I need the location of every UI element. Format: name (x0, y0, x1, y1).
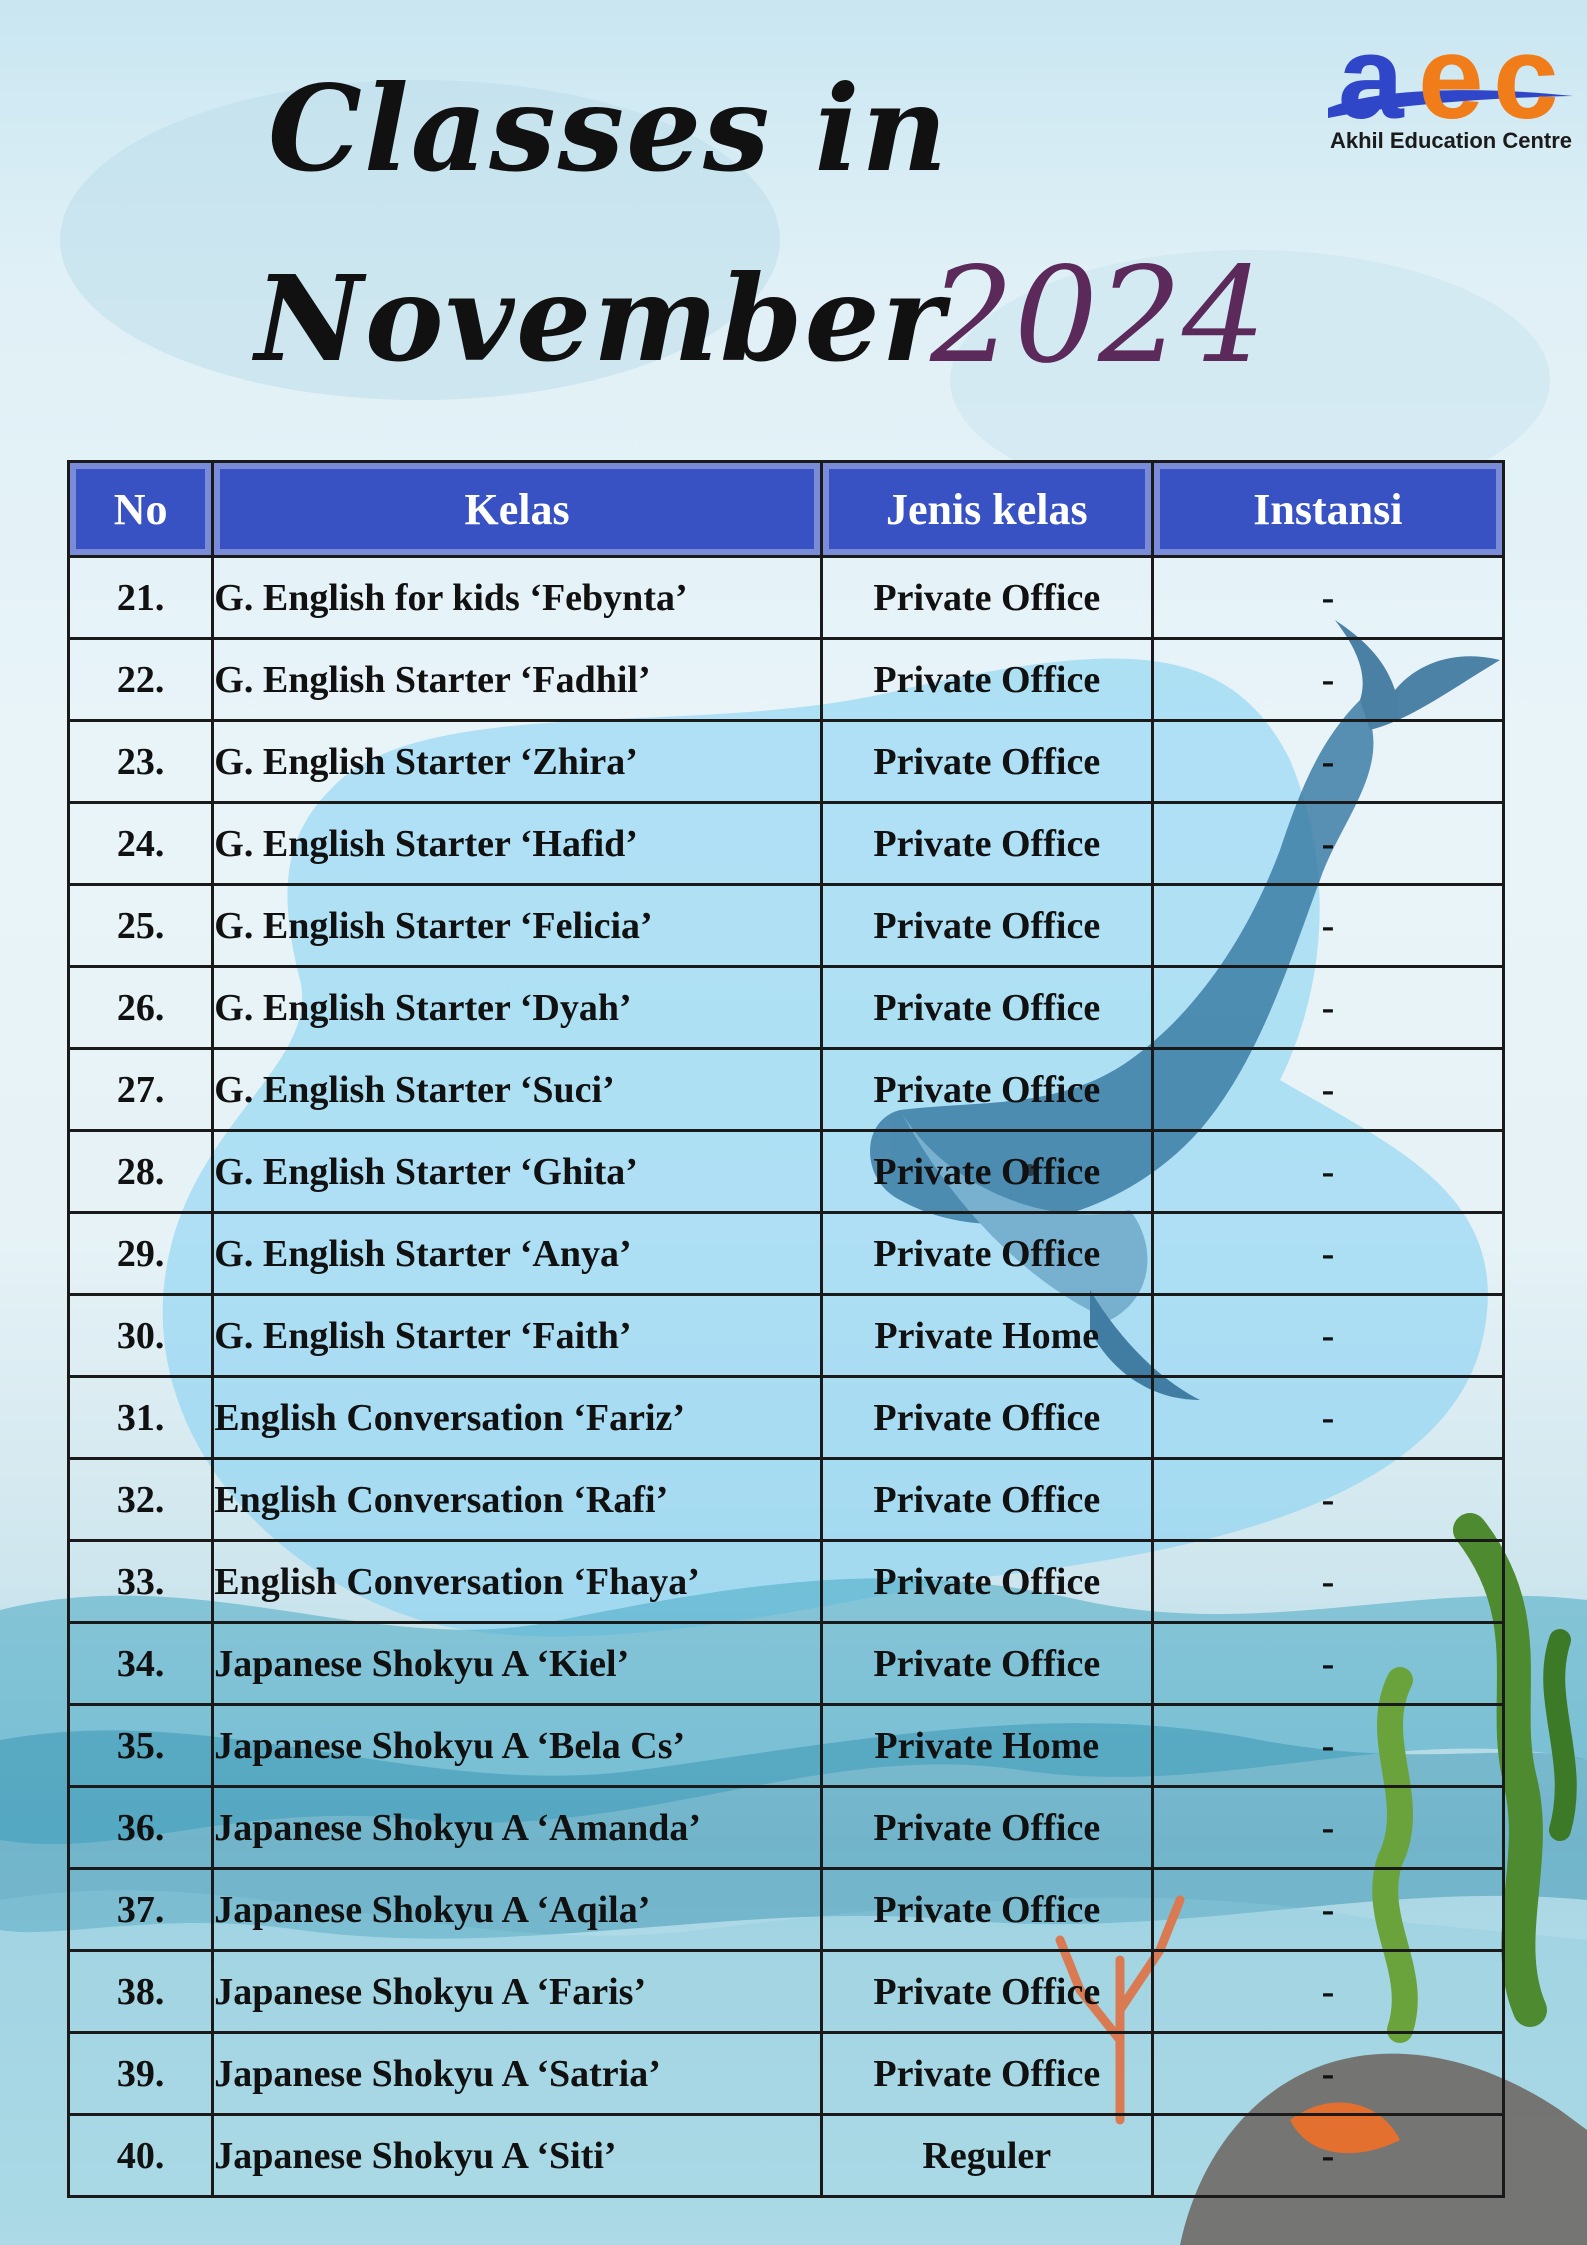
table-row (69, 1213, 1504, 1295)
cell-jenis: Private Office (821, 885, 1152, 967)
cell-jenis: Reguler (821, 2115, 1152, 2197)
cell-kelas: English Conversation ‘Fhaya’ (213, 1541, 822, 1623)
cell-jenis: Private Office (821, 1459, 1152, 1541)
table-row (69, 2033, 1504, 2115)
table-row (69, 1295, 1504, 1377)
cell-kelas: Japanese Shokyu A ‘Faris’ (213, 1951, 822, 2033)
cell-kelas: G. English Starter ‘Dyah’ (213, 967, 822, 1049)
table-row (69, 803, 1504, 885)
header-jenis-kelas: Jenis kelas (821, 462, 1152, 557)
title-line-1: Classes in (268, 59, 950, 198)
cell-no: 36. (69, 1787, 213, 1869)
cell-instansi: - (1152, 1377, 1503, 1459)
cell-no: 35. (69, 1705, 213, 1787)
cell-kelas: English Conversation ‘Fariz’ (213, 1377, 822, 1459)
cell-no: 32. (69, 1459, 213, 1541)
cell-kelas: Japanese Shokyu A ‘Satria’ (213, 2033, 822, 2115)
cell-no: 40. (69, 2115, 213, 2197)
cell-no: 38. (69, 1951, 213, 2033)
cell-jenis: Private Office (821, 1951, 1152, 2033)
cell-no: 26. (69, 967, 213, 1049)
cell-no: 22. (69, 639, 213, 721)
cell-instansi: - (1152, 1787, 1503, 1869)
table-row (69, 1951, 1504, 2033)
cell-jenis: Private Office (821, 1787, 1152, 1869)
cell-instansi: - (1152, 1459, 1503, 1541)
cell-kelas: G. English Starter ‘Ghita’ (213, 1131, 822, 1213)
table-row (69, 557, 1504, 639)
cell-instansi: - (1152, 1295, 1503, 1377)
table-row (69, 1623, 1504, 1705)
svg-text:c: c (1493, 18, 1559, 144)
table-row (69, 1787, 1504, 1869)
logo-name: Akhil Education Centre (1329, 128, 1573, 153)
table-row (69, 721, 1504, 803)
cell-kelas: G. English Starter ‘Anya’ (213, 1213, 822, 1295)
cell-jenis: Private Home (821, 1295, 1152, 1377)
cell-no: 33. (69, 1541, 213, 1623)
cell-kelas: G. English Starter ‘Hafid’ (213, 803, 822, 885)
cell-jenis: Private Office (821, 557, 1152, 639)
table-header-row (69, 462, 1504, 557)
cell-jenis: Private Office (821, 1213, 1152, 1295)
cell-kelas: Japanese Shokyu A ‘Bela Cs’ (213, 1705, 822, 1787)
cell-kelas: G. English Starter ‘Felicia’ (213, 885, 822, 967)
table-row (69, 967, 1504, 1049)
title-year: 2024 (930, 239, 1266, 393)
cell-no: 29. (69, 1213, 213, 1295)
cell-instansi: - (1152, 557, 1503, 639)
cell-kelas: Japanese Shokyu A ‘Aqila’ (213, 1869, 822, 1951)
cell-no: 28. (69, 1131, 213, 1213)
cell-jenis: Private Office (821, 803, 1152, 885)
cell-jenis: Private Office (821, 2033, 1152, 2115)
table-row (69, 1459, 1504, 1541)
cell-no: 27. (69, 1049, 213, 1131)
cell-kelas: G. English Starter ‘Faith’ (213, 1295, 822, 1377)
cell-kelas: English Conversation ‘Rafi’ (213, 1459, 822, 1541)
cell-instansi: - (1152, 885, 1503, 967)
cell-no: 31. (69, 1377, 213, 1459)
table-row (69, 639, 1504, 721)
cell-no: 24. (69, 803, 213, 885)
cell-no: 30. (69, 1295, 213, 1377)
cell-no: 39. (69, 2033, 213, 2115)
title-line-2: November (255, 249, 946, 388)
cell-no: 25. (69, 885, 213, 967)
table-row (69, 1869, 1504, 1951)
cell-no: 34. (69, 1623, 213, 1705)
cell-instansi: - (1152, 803, 1503, 885)
table-row (69, 885, 1504, 967)
cell-instansi: - (1152, 1623, 1503, 1705)
header-no: No (69, 462, 213, 557)
cell-kelas: G. English for kids ‘Febynta’ (213, 557, 822, 639)
cell-jenis: Private Office (821, 1869, 1152, 1951)
cell-kelas: G. English Starter ‘Fadhil’ (213, 639, 822, 721)
cell-instansi: - (1152, 1213, 1503, 1295)
cell-jenis: Private Office (821, 967, 1152, 1049)
cell-jenis: Private Office (821, 1377, 1152, 1459)
cell-kelas: G. English Starter ‘Zhira’ (213, 721, 822, 803)
cell-jenis: Private Office (821, 1049, 1152, 1131)
cell-instansi: - (1152, 1705, 1503, 1787)
cell-instansi: - (1152, 2033, 1503, 2115)
class-schedule-table (67, 460, 1505, 2198)
cell-no: 21. (69, 557, 213, 639)
cell-jenis: Private Office (821, 1623, 1152, 1705)
cell-instansi: - (1152, 639, 1503, 721)
table-row (69, 1131, 1504, 1213)
cell-no: 23. (69, 721, 213, 803)
cell-instansi: - (1152, 1869, 1503, 1951)
cell-instansi: - (1152, 2115, 1503, 2197)
header-instansi: Instansi (1152, 462, 1503, 557)
cell-instansi: - (1152, 967, 1503, 1049)
cell-kelas: Japanese Shokyu A ‘Siti’ (213, 2115, 822, 2197)
cell-instansi: - (1152, 1049, 1503, 1131)
table-row (69, 1049, 1504, 1131)
svg-text:e: e (1418, 18, 1484, 144)
svg-text:a: a (1338, 18, 1404, 144)
table-row (69, 2115, 1504, 2197)
cell-jenis: Private Office (821, 639, 1152, 721)
cell-jenis: Private Office (821, 1541, 1152, 1623)
table-row (69, 1705, 1504, 1787)
cell-jenis: Private Office (821, 1131, 1152, 1213)
cell-no: 37. (69, 1869, 213, 1951)
cell-jenis: Private Home (821, 1705, 1152, 1787)
cell-kelas: G. English Starter ‘Suci’ (213, 1049, 822, 1131)
cell-kelas: Japanese Shokyu A ‘Amanda’ (213, 1787, 822, 1869)
header-kelas: Kelas (213, 462, 822, 557)
cell-instansi: - (1152, 1131, 1503, 1213)
table-row (69, 1377, 1504, 1459)
cell-instansi: - (1152, 1951, 1503, 2033)
cell-jenis: Private Office (821, 721, 1152, 803)
cell-kelas: Japanese Shokyu A ‘Kiel’ (213, 1623, 822, 1705)
cell-instansi: - (1152, 1541, 1503, 1623)
table-row (69, 1541, 1504, 1623)
cell-instansi: - (1152, 721, 1503, 803)
